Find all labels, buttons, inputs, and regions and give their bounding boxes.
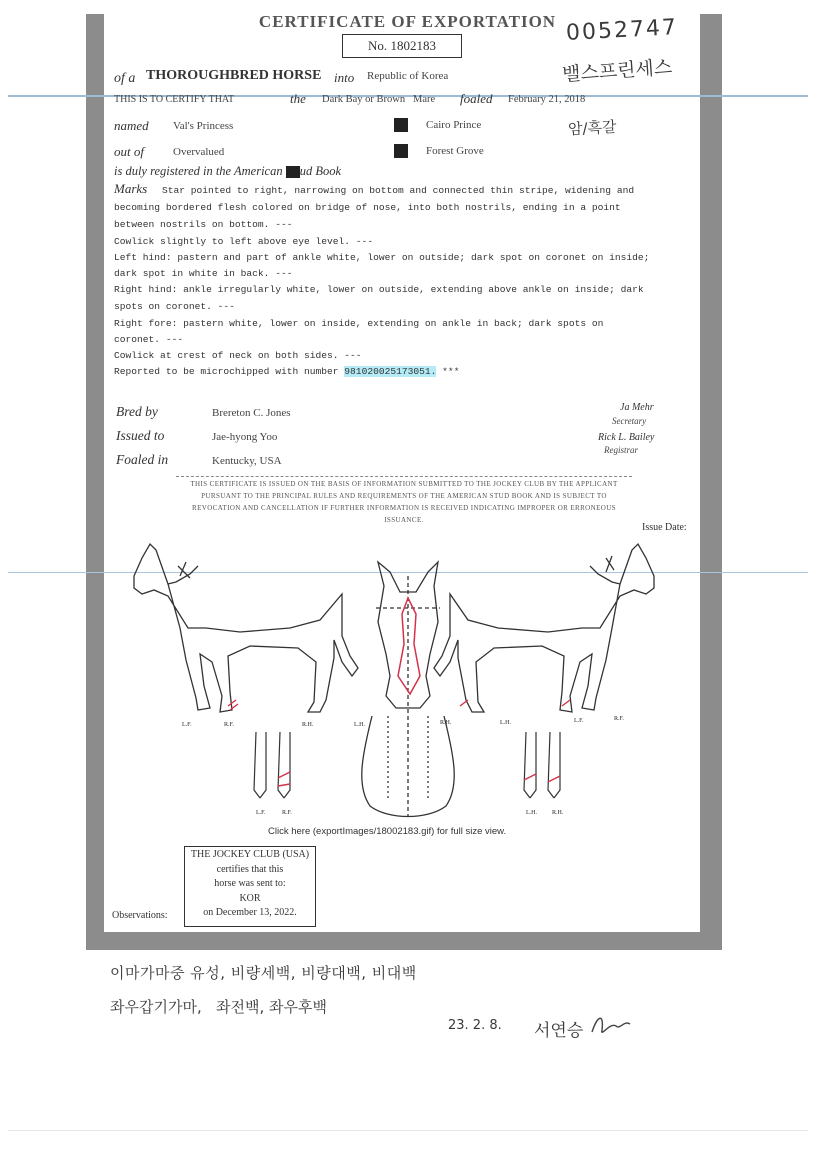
redaction-square-sire (394, 118, 408, 132)
redaction-square-registry (286, 166, 300, 178)
right-side-horse-figure (434, 544, 654, 712)
microchip-number: 981020025173051. (344, 366, 437, 377)
certificate-number: 1802183 (390, 38, 436, 53)
diagram-label-rf-2: R.F. (614, 716, 624, 722)
foaled-in-place: Kentucky, USA (212, 455, 282, 467)
diagram-label-rh-3: R.H. (552, 810, 564, 816)
jockey-club-line-2: certifies that this (216, 863, 284, 875)
certificate-number-box (342, 34, 462, 58)
of-a-label: of a (114, 71, 136, 86)
sire-name: Cairo Prince (426, 119, 482, 131)
diagram-label-rf-3: R.F. (282, 810, 292, 816)
diagram-label-lh-2: L.H. (500, 720, 511, 726)
foaled-date: February 21, 2018 (508, 94, 586, 105)
diagram-label-lf-3: L.F. (256, 810, 266, 816)
registrar-signature: Rick L. Bailey (598, 432, 655, 443)
left-horse-red-marks (228, 700, 238, 710)
marks-line-8: spots on coronet. --- (114, 301, 235, 312)
jockey-club-line-1: THE JOCKEY CLUB (USA) (190, 849, 310, 860)
marks-label: Marks (114, 181, 148, 196)
left-side-horse-figure (134, 544, 358, 712)
right-horse-red-marks (460, 700, 570, 706)
handwritten-sex-color: 암/흑갈 (567, 117, 617, 139)
secretary-label: Secretary (612, 416, 647, 426)
diagram-label-lf-1: L.F. (182, 722, 192, 728)
disclaimer-text (150, 478, 658, 526)
disclaimer-line-1: THIS CERTIFICATE IS ISSUED ON THE BASIS OF INFORMATION SUBMITTED TO THE JOCKEY CLUB BY THE APPLICANT (190, 480, 618, 488)
horse-type: THOROUGHBRED HORSE (146, 68, 322, 83)
number-label: No. (368, 38, 388, 53)
out-of-label: out of (114, 144, 144, 159)
jockey-club-line-3: horse was sent to: (214, 878, 286, 889)
issue-date-label: Issue Date: (642, 522, 687, 533)
marks-line-10: coronet. --- (114, 334, 184, 345)
issued-to-label: Issued to (116, 428, 165, 443)
registered-text-b: ud Book (299, 164, 342, 178)
handwritten-note-line-1: 이마가마중 유성, 비량세백, 비량대백, 비대백 (110, 964, 417, 982)
observations-label: Observations: (112, 910, 168, 921)
diagram-label-rf-1: R.F. (224, 722, 234, 728)
horse-name: Val's Princess (173, 120, 234, 132)
secretary-signature: Ja Mehr (620, 402, 654, 413)
handwritten-note-line-2: 좌우갑기가마, 좌전백, 좌우후백 (110, 998, 327, 1016)
named-label: named (114, 118, 149, 133)
destination-country: Republic of Korea (367, 70, 449, 82)
dam-sire-name: Forest Grove (426, 145, 484, 157)
jockey-club-certification-box (184, 846, 316, 927)
microchip-prefix: Reported to be microchipped with number (114, 366, 345, 377)
diagram-label-lh-3: L.H. (526, 810, 537, 816)
certify-text: THIS IS TO CERTIFY THAT (114, 94, 235, 105)
color-sex: Dark Bay or Brown Mare (322, 94, 436, 105)
redaction-square-dam (394, 144, 408, 158)
diagram-label-rh-1: R.H. (302, 722, 314, 728)
registrar-label: Registrar (604, 445, 639, 455)
right-legs-detail (524, 732, 560, 798)
into-label: into (334, 70, 355, 85)
microchip-line (114, 366, 459, 377)
front-head-figure (362, 562, 454, 817)
left-legs-red-marks (278, 772, 290, 786)
left-legs-detail (254, 732, 290, 798)
marks-line-5: Left hind: pastern and part of ankle white, lower on outside; dark spot on coronet on inside; (114, 252, 650, 263)
certificate-title: CERTIFICATE OF EXPORTATION (258, 12, 557, 31)
dam-name: Overvalued (173, 146, 225, 158)
registered-statement (114, 164, 341, 179)
diagram-label-rh-2: R.H. (440, 720, 452, 726)
marks-line-11: Cowlick at crest of neck on both sides. --- (114, 350, 362, 361)
disclaimer-line-3: REVOCATION AND CANCELLATION IF FURTHER INFORMATION IS RECEIVED INDICATING IMPROPER OR ERRONEOUS (192, 504, 616, 512)
jockey-club-line-5: on December 13, 2022. (203, 907, 297, 918)
foaled-in-label: Foaled in (116, 452, 169, 467)
marks-line-4: Cowlick slightly to left above eye level. --- (114, 236, 374, 247)
handwritten-signer: 서연승 (534, 1021, 584, 1041)
scan-edge-line (8, 1130, 808, 1131)
full-size-view-link[interactable]: Click here (exportImages/18002183.gif) for full size view. (268, 826, 507, 837)
disclaimer-divider (176, 476, 632, 477)
breeder-name: Brereton C. Jones (212, 407, 291, 419)
marks-line-3: between nostrils on bottom. --- (114, 219, 293, 230)
foaled-label: foaled (460, 91, 493, 106)
marks-line-7: Right hind: ankle irregularly white, lower on outside, extending above ankle on inside; dark (114, 284, 644, 295)
the-label: the (290, 91, 306, 106)
handwritten-korean-name: 밸스프린세스 (561, 56, 673, 86)
marks-line-1: Star pointed to right, narrowing on bottom and connected thin stripe, widening and (162, 185, 635, 196)
microchip-suffix: *** (436, 366, 460, 377)
marks-line-2: becoming bordered flesh colored on bridge of nose, into both nostrils, ending in a point (114, 202, 621, 213)
front-head-red-marks (398, 598, 420, 694)
disclaimer-line-2: PURSUANT TO THE PRINCIPAL RULES AND REQUIREMENTS OF THE AMERICAN STUD BOOK AND IS SUBJECT TO (201, 492, 607, 500)
marks-line-6: dark spot in white in back. --- (114, 268, 293, 279)
handwritten-date: 23. 2. 8. (448, 1018, 502, 1033)
diagram-label-lh-1: L.H. (354, 722, 365, 728)
marks-line-9: Right fore: pastern white, lower on inside, extending on ankle in back; dark spots on (114, 318, 604, 329)
bred-by-label: Bred by (116, 404, 158, 419)
handwritten-reference-number: 0052747 (565, 15, 679, 46)
registered-text-a: is duly registered in the American (114, 164, 286, 178)
right-legs-red-marks (524, 774, 560, 782)
diagram-label-lf-2: L.F. (574, 718, 584, 724)
horse-marking-diagram (120, 536, 696, 826)
jockey-club-line-4: KOR (239, 892, 261, 904)
disclaimer-line-4: ISSUANCE. (384, 516, 424, 524)
handwritten-signature-mark (588, 1012, 634, 1040)
issued-to-name: Jae-hyong Yoo (212, 431, 278, 443)
